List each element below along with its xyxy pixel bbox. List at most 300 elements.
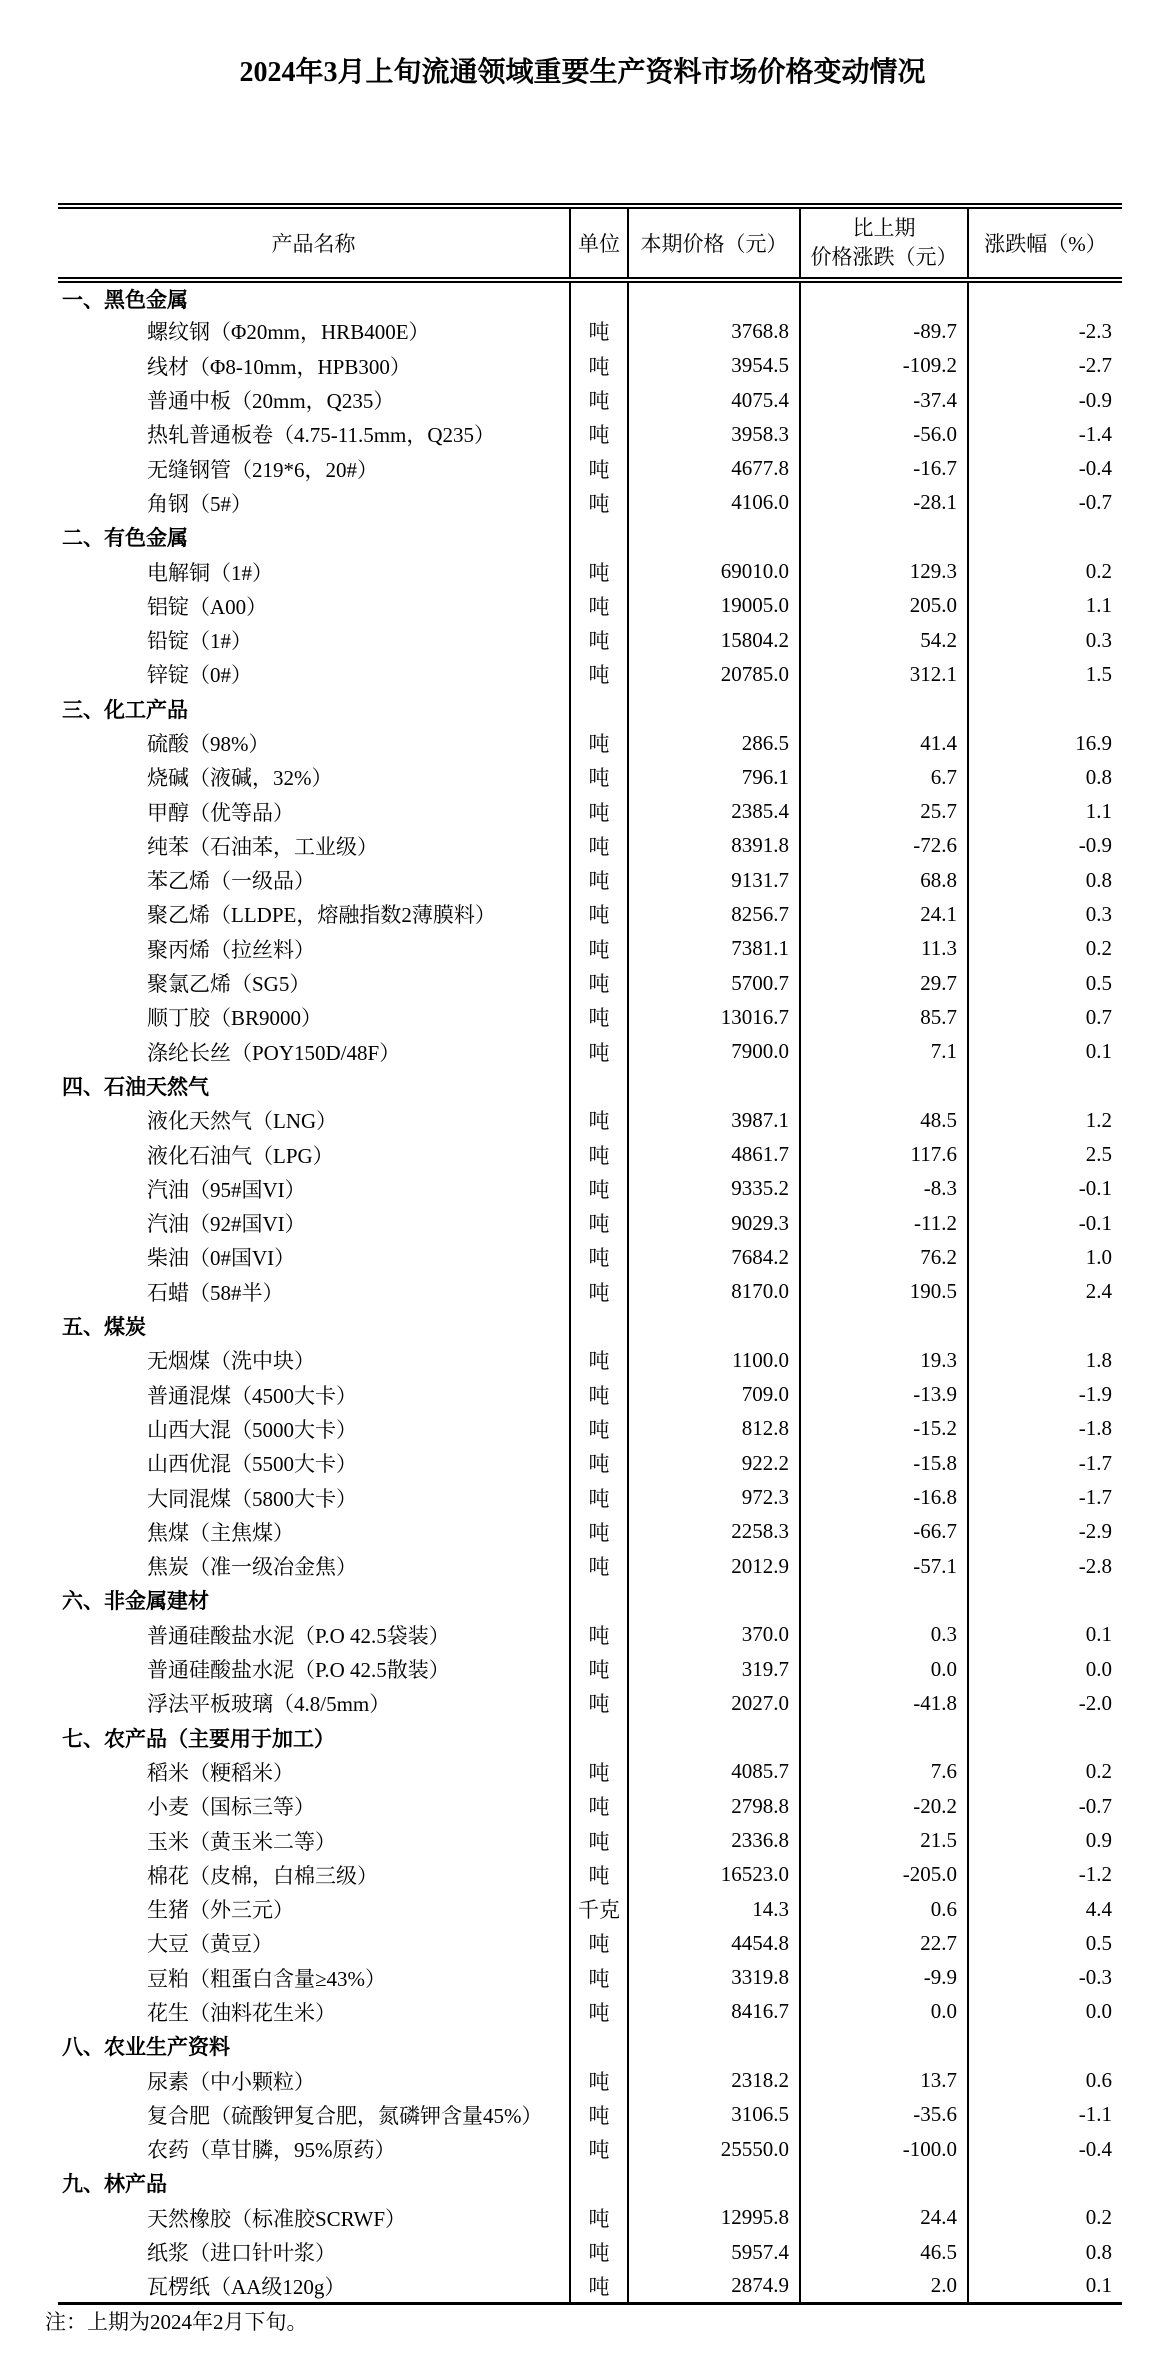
pct-value: -0.7	[968, 486, 1122, 520]
product-name: 涤纶长丝（POY150D/48F）	[147, 1040, 401, 1065]
change-value: -35.6	[800, 2098, 968, 2132]
price-cell-empty	[628, 692, 800, 726]
product-row	[58, 2269, 1122, 2303]
change-value: 6.7	[800, 760, 968, 794]
price-value: 3987.1	[628, 1103, 800, 1137]
unit-cell-empty	[570, 280, 628, 314]
change-value: -100.0	[800, 2132, 968, 2166]
col-header-pct: 涨跌幅（%）	[968, 206, 1122, 280]
price-value: 2012.9	[628, 1549, 800, 1583]
pct-value: -2.7	[968, 349, 1122, 383]
pct-cell-empty	[968, 1583, 1122, 1617]
price-value: 12995.8	[628, 2201, 800, 2235]
pct-value: 0.3	[968, 897, 1122, 931]
change-value: 76.2	[800, 1240, 968, 1274]
header-row	[58, 206, 1122, 280]
price-value: 20785.0	[628, 657, 800, 691]
change-cell-empty	[800, 2029, 968, 2063]
pct-value: 0.2	[968, 1755, 1122, 1789]
price-value: 8170.0	[628, 1275, 800, 1309]
pct-value: -0.4	[968, 2132, 1122, 2166]
product-name: 铅锭（1#）	[147, 629, 252, 654]
unit-cell-empty	[570, 1309, 628, 1343]
price-value: 2318.2	[628, 2063, 800, 2097]
product-row	[58, 2235, 1122, 2269]
change-cell-empty	[800, 1720, 968, 1754]
pct-value: -1.2	[968, 1858, 1122, 1892]
product-name: 山西优混（5500大卡）	[147, 1452, 357, 1477]
unit-value: 吨	[570, 1240, 628, 1274]
unit-value: 吨	[570, 554, 628, 588]
price-value: 9029.3	[628, 1206, 800, 1240]
pct-value: -0.1	[968, 1206, 1122, 1240]
col-header-unit: 单位	[570, 206, 628, 280]
section-title: 一、黑色金属	[62, 288, 188, 312]
price-value: 370.0	[628, 1618, 800, 1652]
price-value: 4075.4	[628, 383, 800, 417]
change-value: -20.2	[800, 1789, 968, 1823]
pct-value: 16.9	[968, 726, 1122, 760]
unit-value: 吨	[570, 1755, 628, 1789]
product-name: 热轧普通板卷（4.75-11.5mm，Q235）	[147, 423, 496, 448]
product-name: 棉花（皮棉，白棉三级）	[147, 1863, 378, 1888]
product-row	[58, 383, 1122, 417]
section-title: 四、石油天然气	[62, 1075, 209, 1099]
pct-value: -2.9	[968, 1515, 1122, 1549]
section-title: 六、非金属建材	[62, 1590, 209, 1614]
pct-value: -0.1	[968, 1172, 1122, 1206]
product-row	[58, 726, 1122, 760]
unit-cell-empty	[570, 2029, 628, 2063]
change-cell-empty	[800, 692, 968, 726]
product-name: 石蜡（58#半）	[147, 1280, 284, 1305]
pct-value: -0.4	[968, 451, 1122, 485]
unit-value: 吨	[570, 1035, 628, 1069]
product-row	[58, 2132, 1122, 2166]
section-title: 五、煤炭	[62, 1316, 146, 1340]
price-value: 69010.0	[628, 554, 800, 588]
pct-value: 0.8	[968, 2235, 1122, 2269]
pct-value: 1.8	[968, 1343, 1122, 1377]
product-row	[58, 1172, 1122, 1206]
product-name: 大豆（黄豆）	[147, 1932, 273, 1957]
unit-value: 吨	[570, 2098, 628, 2132]
col-header-change	[800, 206, 968, 280]
product-name: 无缝钢管（219*6，20#）	[147, 457, 378, 482]
unit-value: 吨	[570, 1926, 628, 1960]
unit-value: 吨	[570, 1480, 628, 1514]
unit-value: 吨	[570, 623, 628, 657]
change-value: -13.9	[800, 1378, 968, 1412]
pct-value: -0.9	[968, 383, 1122, 417]
product-row	[58, 1755, 1122, 1789]
pct-value: -0.7	[968, 1789, 1122, 1823]
pct-cell-empty	[968, 692, 1122, 726]
change-value: -28.1	[800, 486, 968, 520]
product-row	[58, 1378, 1122, 1412]
change-value: 205.0	[800, 589, 968, 623]
pct-value: -0.9	[968, 829, 1122, 863]
product-name: 甲醇（优等品）	[147, 800, 294, 825]
product-row	[58, 314, 1122, 348]
unit-value: 吨	[570, 794, 628, 828]
unit-value: 吨	[570, 1789, 628, 1823]
product-row	[58, 486, 1122, 520]
change-cell-empty	[800, 1309, 968, 1343]
unit-value: 吨	[570, 314, 628, 348]
price-value: 3958.3	[628, 417, 800, 451]
price-value: 7684.2	[628, 1240, 800, 1274]
table-header	[58, 206, 1122, 280]
change-value: 117.6	[800, 1137, 968, 1171]
product-row	[58, 1480, 1122, 1514]
change-value: 7.1	[800, 1035, 968, 1069]
price-value: 7381.1	[628, 932, 800, 966]
product-row	[58, 1035, 1122, 1069]
pct-value: -1.4	[968, 417, 1122, 451]
price-value: 9335.2	[628, 1172, 800, 1206]
product-row	[58, 2098, 1122, 2132]
product-name: 线材（Φ8-10mm，HPB300）	[147, 354, 411, 379]
product-row	[58, 1789, 1122, 1823]
pct-value: 0.1	[968, 1035, 1122, 1069]
price-value: 2798.8	[628, 1789, 800, 1823]
unit-value: 吨	[570, 2269, 628, 2303]
pct-value: 0.5	[968, 966, 1122, 1000]
price-cell-empty	[628, 2029, 800, 2063]
price-value: 2258.3	[628, 1515, 800, 1549]
product-name: 液化石油气（LPG）	[147, 1143, 334, 1168]
change-value: 7.6	[800, 1755, 968, 1789]
unit-value: 吨	[570, 2063, 628, 2097]
page-title: 2024年3月上旬流通领域重要生产资料市场价格变动情况	[239, 57, 926, 88]
unit-cell-empty	[570, 1069, 628, 1103]
product-name: 山西大混（5000大卡）	[147, 1417, 357, 1442]
price-value: 4861.7	[628, 1137, 800, 1171]
product-name: 苯乙烯（一级品）	[147, 869, 315, 894]
unit-value: 吨	[570, 760, 628, 794]
product-row	[58, 1343, 1122, 1377]
product-name: 豆粕（粗蛋白含量≥43%）	[147, 1966, 387, 1991]
product-name: 聚乙烯（LLDPE，熔融指数2薄膜料）	[147, 903, 496, 928]
footnote: 注：上期为2024年2月下旬。	[45, 2310, 308, 2334]
change-value: -89.7	[800, 314, 968, 348]
change-value: 54.2	[800, 623, 968, 657]
change-value: 13.7	[800, 2063, 968, 2097]
pct-value: 0.8	[968, 863, 1122, 897]
unit-value: 吨	[570, 383, 628, 417]
change-value: 0.6	[800, 1892, 968, 1926]
product-name: 普通混煤（4500大卡）	[147, 1383, 357, 1408]
pct-value: -1.8	[968, 1412, 1122, 1446]
section-row	[58, 520, 1122, 554]
product-row	[58, 554, 1122, 588]
change-value: -109.2	[800, 349, 968, 383]
product-row	[58, 932, 1122, 966]
product-row	[58, 829, 1122, 863]
product-row	[58, 657, 1122, 691]
product-name: 生猪（外三元）	[147, 1898, 294, 1923]
change-value: -15.2	[800, 1412, 968, 1446]
section-title: 九、林产品	[62, 2173, 167, 2197]
price-value: 796.1	[628, 760, 800, 794]
product-name: 玉米（黄玉米二等）	[147, 1829, 336, 1854]
col-header-change-line2: 价格涨跌（元）	[810, 245, 958, 269]
change-value: 21.5	[800, 1823, 968, 1857]
unit-value: 吨	[570, 349, 628, 383]
unit-value: 吨	[570, 417, 628, 451]
unit-value: 吨	[570, 657, 628, 691]
product-row	[58, 349, 1122, 383]
product-name: 聚丙烯（拉丝料）	[147, 937, 315, 962]
price-cell-empty	[628, 280, 800, 314]
unit-value: 吨	[570, 1995, 628, 2029]
pct-value: 0.6	[968, 2063, 1122, 2097]
product-row	[58, 417, 1122, 451]
pct-value: -2.0	[968, 1686, 1122, 1720]
unit-value: 吨	[570, 1103, 628, 1137]
pct-value: -2.3	[968, 314, 1122, 348]
price-value: 9131.7	[628, 863, 800, 897]
product-row	[58, 966, 1122, 1000]
pct-value: -1.7	[968, 1480, 1122, 1514]
price-value: 1100.0	[628, 1343, 800, 1377]
product-row	[58, 2063, 1122, 2097]
pct-value: -1.7	[968, 1446, 1122, 1480]
unit-cell-empty	[570, 1583, 628, 1617]
unit-value: 吨	[570, 726, 628, 760]
change-cell-empty	[800, 520, 968, 554]
pct-value: 0.1	[968, 1618, 1122, 1652]
unit-value: 吨	[570, 1961, 628, 1995]
product-name: 锌锭（0#）	[147, 663, 252, 688]
section-row	[58, 2166, 1122, 2200]
product-row	[58, 1686, 1122, 1720]
unit-value: 吨	[570, 1137, 628, 1171]
unit-value: 吨	[570, 451, 628, 485]
change-value: 41.4	[800, 726, 968, 760]
product-row	[58, 1412, 1122, 1446]
unit-value: 吨	[570, 1206, 628, 1240]
change-cell-empty	[800, 2166, 968, 2200]
product-name: 天然橡胶（标准胶SCRWF）	[147, 2206, 407, 2231]
price-value: 3106.5	[628, 2098, 800, 2132]
product-name: 纯苯（石油苯，工业级）	[147, 834, 378, 859]
product-row	[58, 1549, 1122, 1583]
product-name: 尿素（中小颗粒）	[147, 2069, 315, 2094]
change-value: -66.7	[800, 1515, 968, 1549]
pct-cell-empty	[968, 1069, 1122, 1103]
pct-value: 0.9	[968, 1823, 1122, 1857]
product-name: 农药（草甘膦，95%原药）	[147, 2138, 396, 2163]
unit-cell-empty	[570, 692, 628, 726]
change-cell-empty	[800, 1583, 968, 1617]
pct-value: -1.9	[968, 1378, 1122, 1412]
unit-value: 吨	[570, 2235, 628, 2269]
product-row	[58, 1275, 1122, 1309]
pct-cell-empty	[968, 2166, 1122, 2200]
pct-value: -0.3	[968, 1961, 1122, 1995]
product-row	[58, 794, 1122, 828]
price-value: 286.5	[628, 726, 800, 760]
change-value: -72.6	[800, 829, 968, 863]
pct-value: -1.1	[968, 2098, 1122, 2132]
price-cell-empty	[628, 2166, 800, 2200]
pct-value: 0.2	[968, 932, 1122, 966]
price-cell-empty	[628, 1309, 800, 1343]
price-value: 4454.8	[628, 1926, 800, 1960]
product-row	[58, 1995, 1122, 2029]
change-value: 48.5	[800, 1103, 968, 1137]
product-name: 角钢（5#）	[147, 491, 252, 516]
product-name: 电解铜（1#）	[147, 560, 273, 585]
unit-cell-empty	[570, 520, 628, 554]
section-title: 七、农产品（主要用于加工）	[62, 1727, 335, 1751]
product-name: 稻米（粳稻米）	[147, 1760, 294, 1785]
product-row	[58, 1103, 1122, 1137]
product-name: 聚氯乙烯（SG5）	[147, 972, 311, 997]
product-name: 烧碱（液碱，32%）	[147, 766, 333, 791]
price-value: 4085.7	[628, 1755, 800, 1789]
product-name: 大同混煤（5800大卡）	[147, 1486, 357, 1511]
change-value: 68.8	[800, 863, 968, 897]
section-row	[58, 280, 1122, 314]
change-value: -16.8	[800, 1480, 968, 1514]
price-value: 14.3	[628, 1892, 800, 1926]
price-value: 3954.5	[628, 349, 800, 383]
section-title: 三、化工产品	[62, 698, 188, 722]
pct-value: 1.2	[968, 1103, 1122, 1137]
unit-value: 吨	[570, 1412, 628, 1446]
change-value: -9.9	[800, 1961, 968, 1995]
pct-cell-empty	[968, 1309, 1122, 1343]
unit-value: 吨	[570, 1343, 628, 1377]
unit-value: 吨	[570, 1378, 628, 1412]
price-value: 13016.7	[628, 1000, 800, 1034]
price-cell-empty	[628, 1720, 800, 1754]
unit-value: 吨	[570, 1515, 628, 1549]
unit-value: 吨	[570, 863, 628, 897]
change-value: -205.0	[800, 1858, 968, 1892]
pct-cell-empty	[968, 2029, 1122, 2063]
change-value: -37.4	[800, 383, 968, 417]
unit-value: 吨	[570, 2201, 628, 2235]
product-name: 浮法平板玻璃（4.8/5mm）	[147, 1692, 391, 1717]
section-row	[58, 2029, 1122, 2063]
change-value: 129.3	[800, 554, 968, 588]
pct-value: 2.5	[968, 1137, 1122, 1171]
unit-value: 吨	[570, 966, 628, 1000]
col-header-price: 本期价格（元）	[628, 206, 800, 280]
pct-value: 1.1	[968, 794, 1122, 828]
price-value: 4677.8	[628, 451, 800, 485]
pct-value: 0.5	[968, 1926, 1122, 1960]
change-value: 46.5	[800, 2235, 968, 2269]
price-value: 15804.2	[628, 623, 800, 657]
product-row	[58, 760, 1122, 794]
pct-cell-empty	[968, 280, 1122, 314]
product-name: 硫酸（98%）	[147, 732, 270, 756]
change-value: -8.3	[800, 1172, 968, 1206]
unit-value: 吨	[570, 1858, 628, 1892]
change-value: 11.3	[800, 932, 968, 966]
change-value: -11.2	[800, 1206, 968, 1240]
pct-value: 0.2	[968, 2201, 1122, 2235]
unit-value: 吨	[570, 486, 628, 520]
unit-value: 吨	[570, 1549, 628, 1583]
price-cell-empty	[628, 520, 800, 554]
change-value: 25.7	[800, 794, 968, 828]
change-value: 24.4	[800, 2201, 968, 2235]
price-value: 19005.0	[628, 589, 800, 623]
product-name: 焦炭（准一级冶金焦）	[147, 1555, 357, 1580]
product-row	[58, 1926, 1122, 1960]
product-name: 无烟煤（洗中块）	[147, 1349, 315, 1374]
price-value: 709.0	[628, 1378, 800, 1412]
price-value: 16523.0	[628, 1858, 800, 1892]
product-row	[58, 1206, 1122, 1240]
product-name: 焦煤（主焦煤）	[147, 1520, 294, 1545]
product-row	[58, 2201, 1122, 2235]
change-value: 312.1	[800, 657, 968, 691]
product-name: 汽油（92#国VI）	[147, 1212, 306, 1237]
unit-value: 吨	[570, 1000, 628, 1034]
unit-value: 吨	[570, 1823, 628, 1857]
pct-value: 0.7	[968, 1000, 1122, 1034]
pct-value: 1.5	[968, 657, 1122, 691]
product-row	[58, 1892, 1122, 1926]
product-row	[58, 451, 1122, 485]
pct-value: -2.8	[968, 1549, 1122, 1583]
table-body	[58, 280, 1122, 2304]
price-value: 2336.8	[628, 1823, 800, 1857]
pct-cell-empty	[968, 520, 1122, 554]
section-row	[58, 1309, 1122, 1343]
unit-value: 千克	[570, 1892, 628, 1926]
product-name: 螺纹钢（Φ20mm，HRB400E）	[147, 320, 430, 345]
unit-value: 吨	[570, 897, 628, 931]
change-value: 2.0	[800, 2269, 968, 2303]
product-name: 液化天然气（LNG）	[147, 1109, 338, 1134]
unit-value: 吨	[570, 589, 628, 623]
product-row	[58, 1858, 1122, 1892]
price-value: 25550.0	[628, 2132, 800, 2166]
price-value: 2874.9	[628, 2269, 800, 2303]
unit-value: 吨	[570, 829, 628, 863]
price-value: 8391.8	[628, 829, 800, 863]
pct-value: 0.3	[968, 623, 1122, 657]
change-value: 0.3	[800, 1618, 968, 1652]
change-value: 0.0	[800, 1652, 968, 1686]
change-value: 19.3	[800, 1343, 968, 1377]
product-name: 花生（油料花生米）	[147, 2000, 336, 2025]
product-name: 汽油（95#国VI）	[147, 1177, 306, 1202]
section-row	[58, 1720, 1122, 1754]
pct-value: 0.0	[968, 1652, 1122, 1686]
price-value: 812.8	[628, 1412, 800, 1446]
unit-cell-empty	[570, 1720, 628, 1754]
product-row	[58, 863, 1122, 897]
change-value: -41.8	[800, 1686, 968, 1720]
price-cell-empty	[628, 1069, 800, 1103]
section-title: 八、农业生产资料	[62, 2036, 230, 2060]
price-value: 8416.7	[628, 1995, 800, 2029]
change-value: 190.5	[800, 1275, 968, 1309]
product-row	[58, 1515, 1122, 1549]
change-value: 0.0	[800, 1995, 968, 2029]
unit-value: 吨	[570, 932, 628, 966]
pct-value: 4.4	[968, 1892, 1122, 1926]
